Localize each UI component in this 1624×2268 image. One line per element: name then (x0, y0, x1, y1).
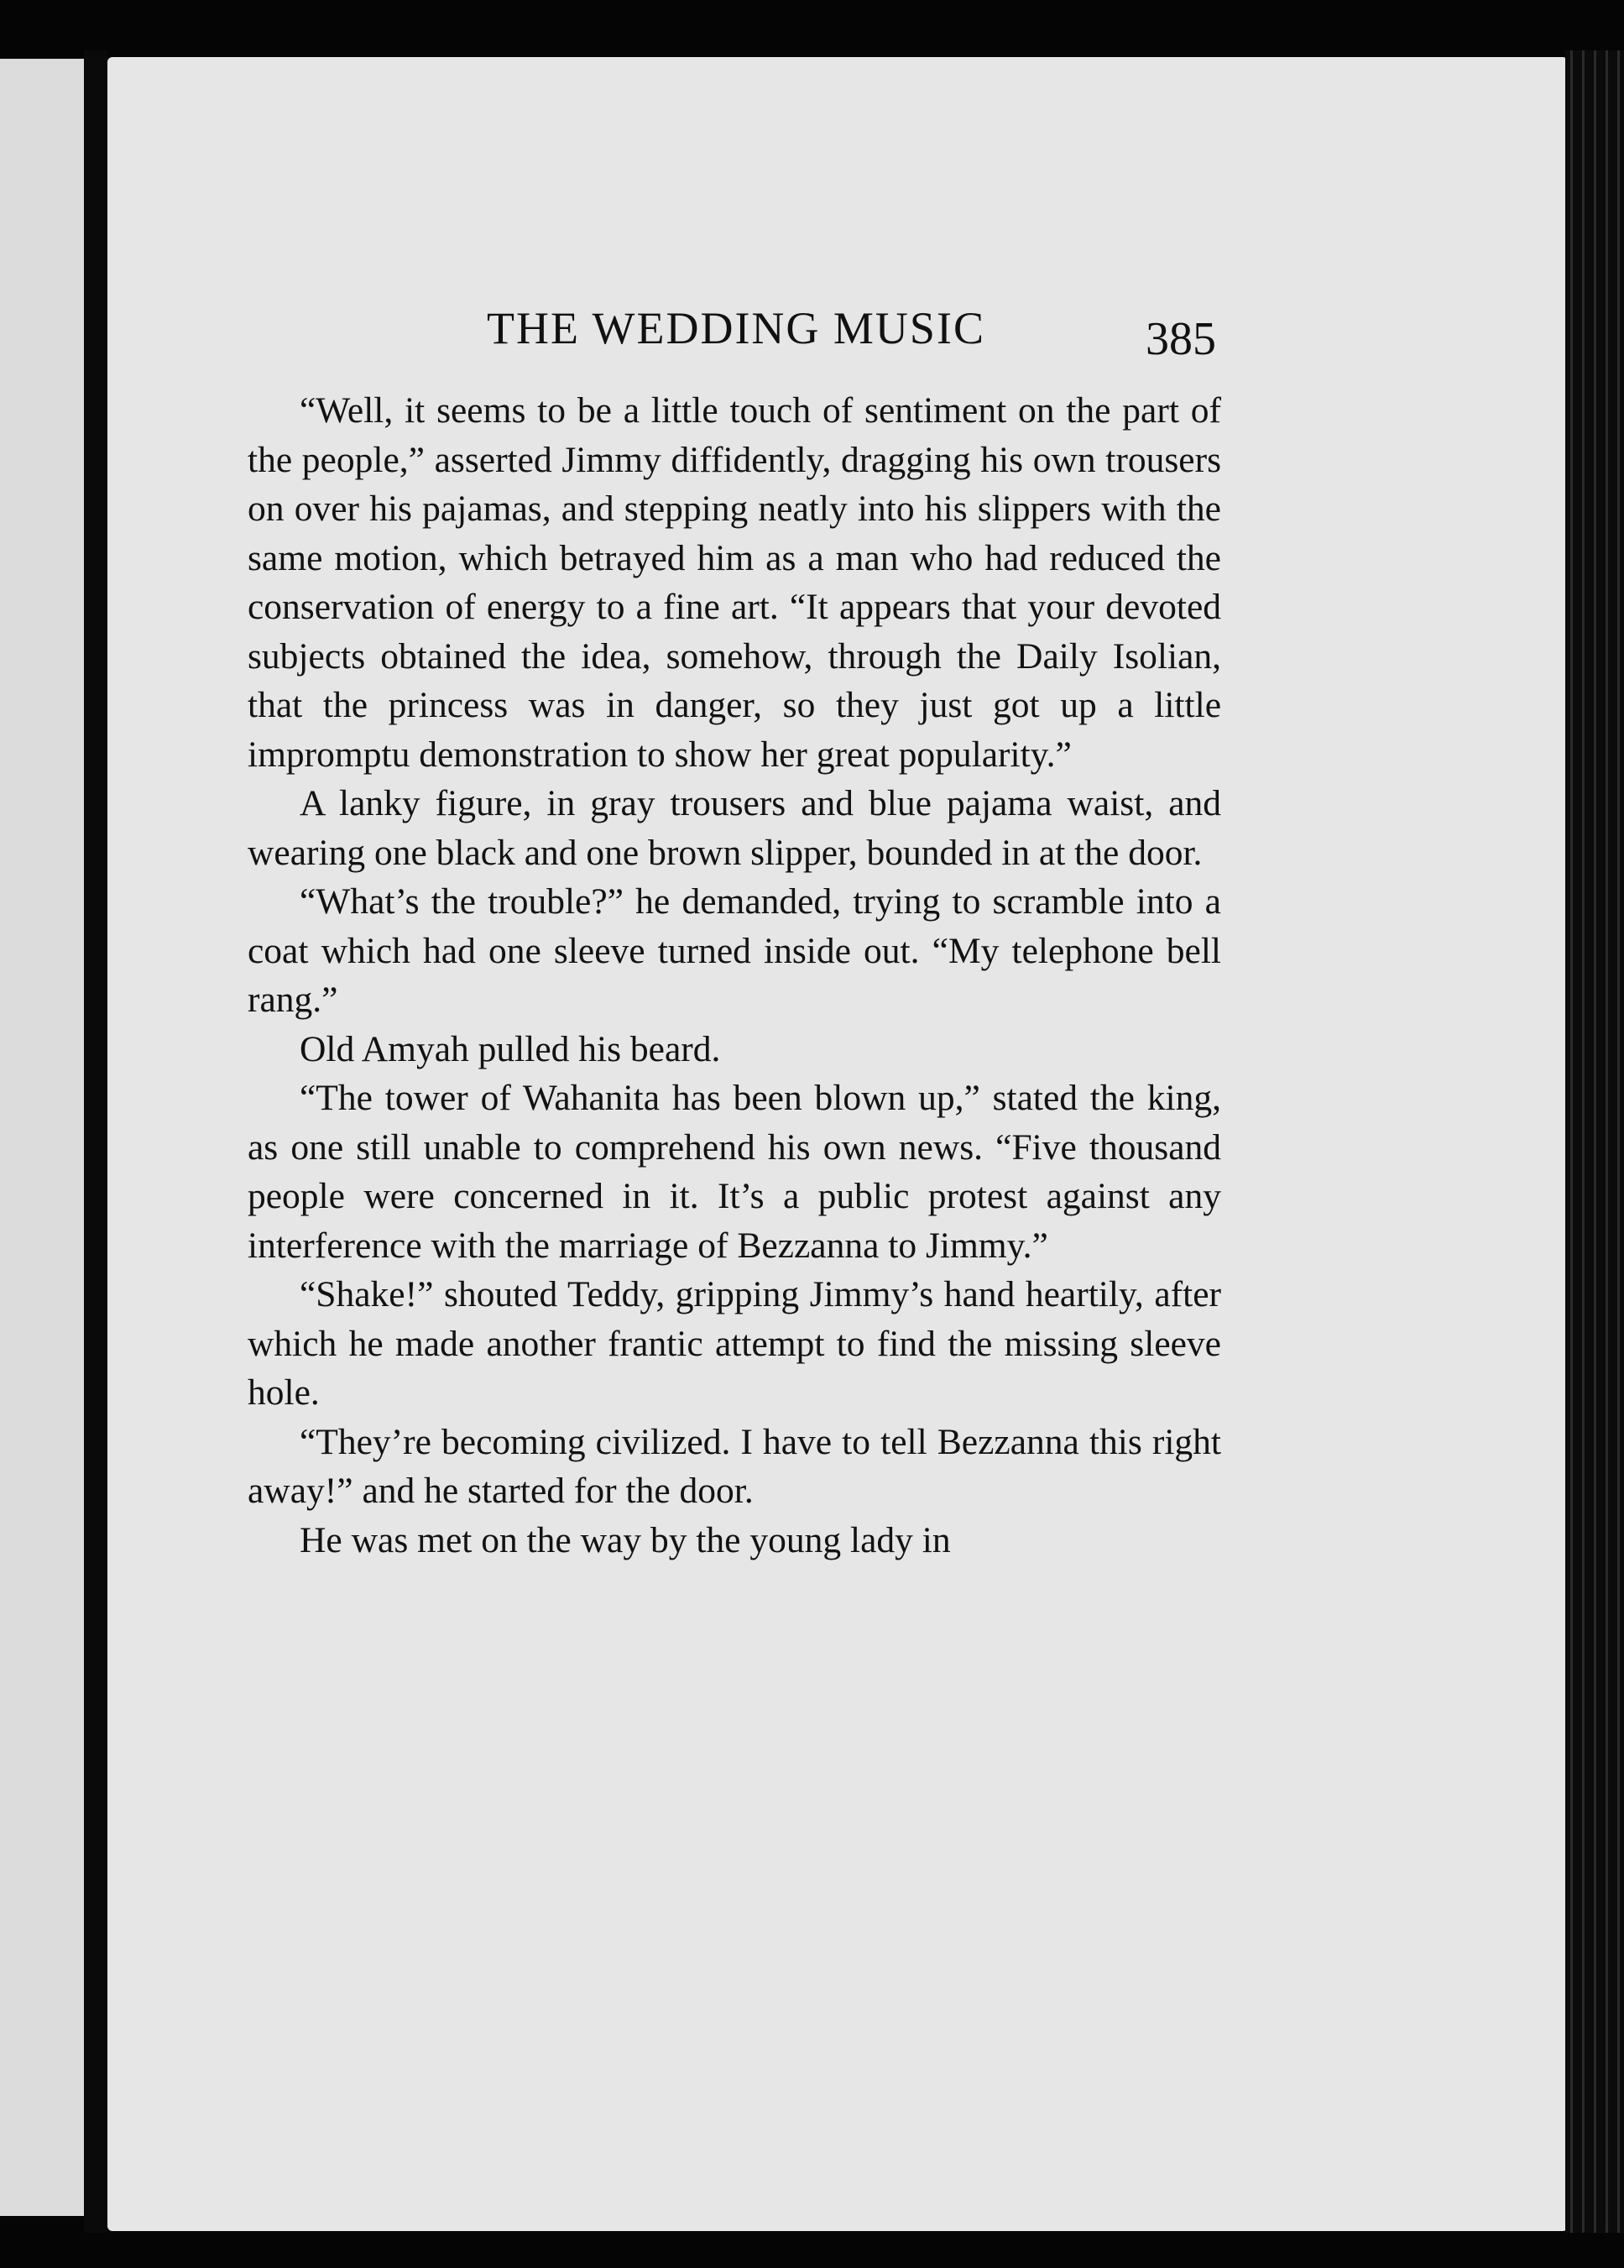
running-title: THE WEDDING MUSIC (487, 303, 985, 353)
paragraph: Old Amyah pulled his beard. (300, 1028, 721, 1069)
paragraph: He was met on the way by the young lady in (300, 1519, 951, 1560)
running-head (277, 252, 1351, 365)
page-number: 385 (1146, 313, 1216, 365)
paragraph: “The tower of Wahanita has been blown up,” stated the king, as one still unable to comprehend his own news. “Five thousand people were concerned in it. It’s a public protest against any interference with the marriage of Bezzanna to Jimmy.” (248, 1078, 1221, 1266)
paragraph: “Well, it seems to be a little touch of sentiment on the part of the people,” asserted Jimmy diffidently, dragging his own trousers on over his pajamas, and stepping neatly into his slippers with the same motion, which betrayed him as a man who had reduced the conservation of energy to a fine art. “It appears that your devoted subjects obtained the idea, somehow, through the Daily Isolian, that the princess was in danger, so they just got up a little impromptu demonstration to show her great popularity.” (248, 390, 1221, 775)
page-stack-edge (1565, 50, 1624, 2233)
body-text (248, 386, 1221, 1565)
book-gutter (84, 50, 107, 2233)
paragraph: “What’s the trouble?” he demanded, trying to scramble into a coat which had one sleeve turned inside out. “My telephone bell rang.” (248, 881, 1221, 1020)
paragraph: “Shake!” shouted Teddy, gripping Jimmy’s hand heartily, after which he made another frantic attempt to find the missing sleeve hole. (248, 1274, 1221, 1413)
paragraph: A lanky figure, in gray trousers and blue pajama waist, and wearing one black and one brown slipper, bounded in at the door. (248, 783, 1221, 873)
paragraph: “They’re becoming civilized. I have to tell Bezzanna this right away!” and he started for the door. (248, 1421, 1221, 1511)
facing-page-edge (0, 59, 87, 2216)
